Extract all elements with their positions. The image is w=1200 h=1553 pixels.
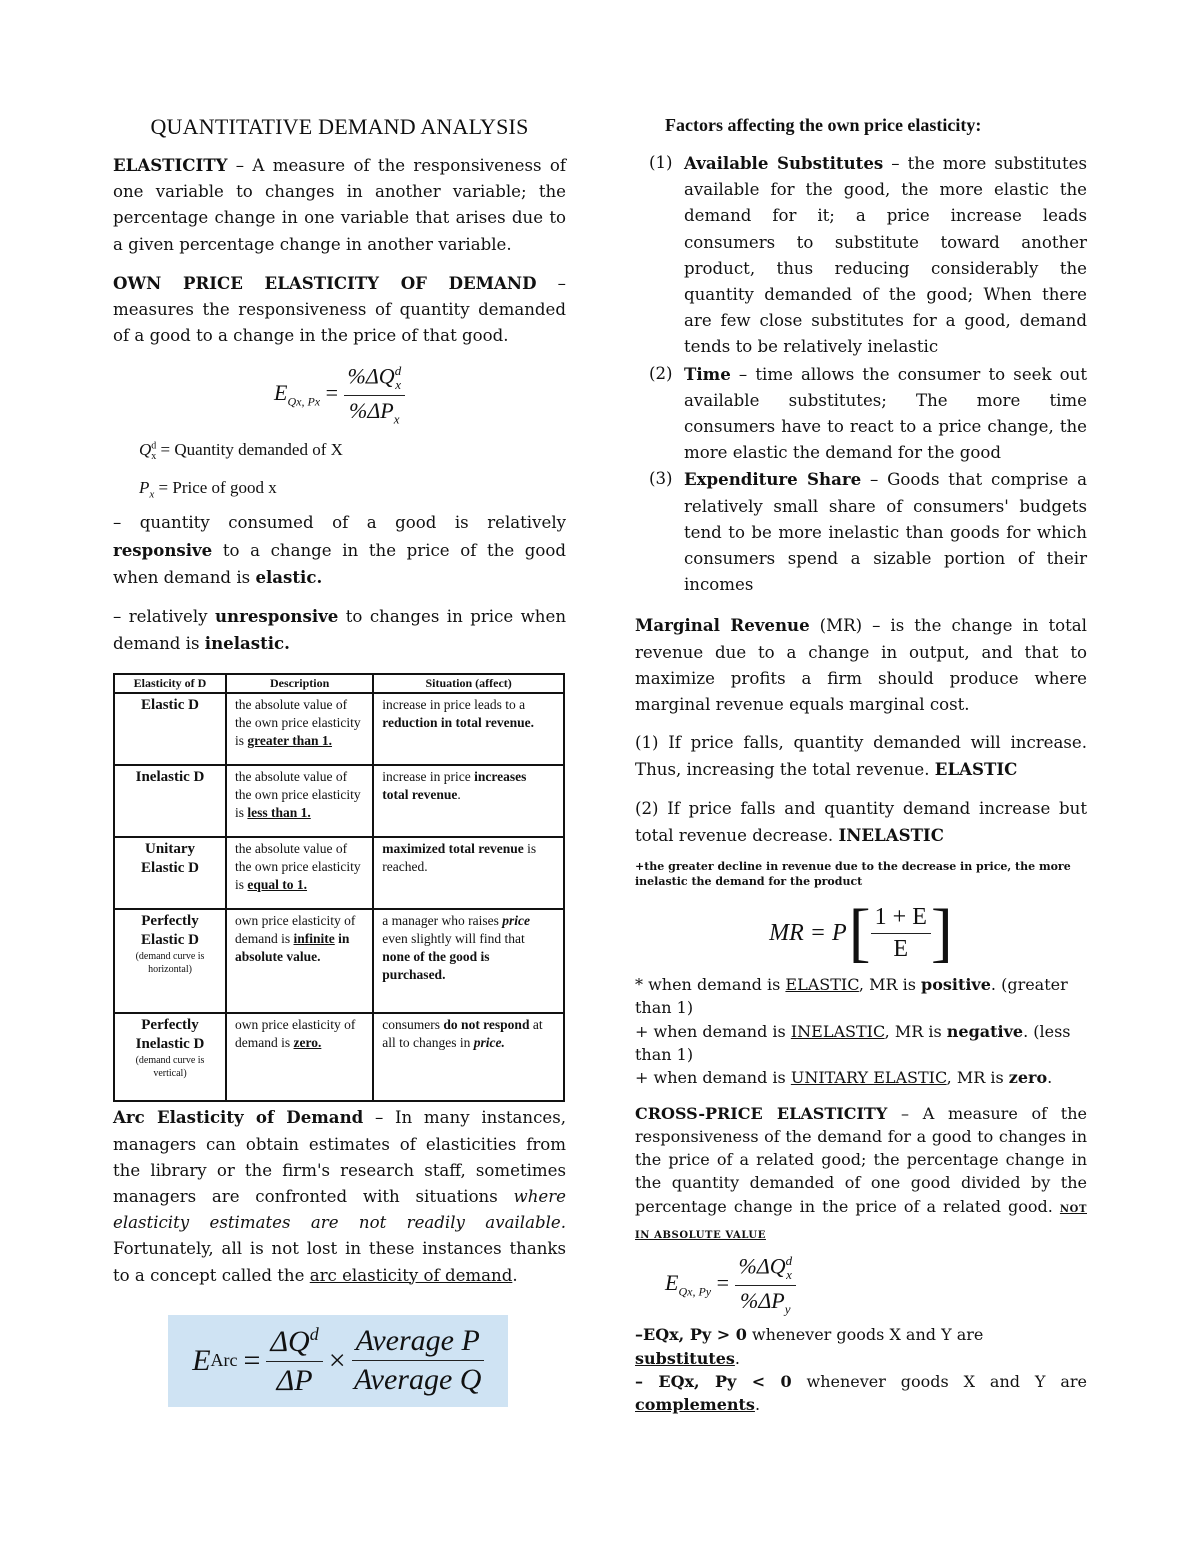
right-column [635, 112, 1087, 1417]
cross-price-formula: $E_{Qx, Py}$ = $\frac{\%\Delta Q^d_x}{\%\Delta P_y}$ [665, 1253, 1087, 1317]
mr-rule-unitary: + when demand is UNITARY ELASTIC, MR is zero. [635, 1068, 1053, 1088]
list-item: (3) Expenditure Share – Goods that comprise a relatively small share of consumers' budgets tend to be more inelastic than goods for which consumers spend a sizable portion of their incomes [649, 469, 1087, 595]
cross-price-definition: CROSS-PRICE ELASTICITY – A measure of the responsiveness of the demand for a good to changes in the price of a related good; the percentage change in the quantity demanded of one good divided by the percentage change in the price of a related good. NOT IN ABSOLUTE VALUE [635, 1103, 1087, 1242]
arc-elasticity-term: Arc Elasticity of Demand [113, 1107, 364, 1128]
variable-p-definition: $P_x$ = Price of good x [139, 477, 277, 501]
table-row [114, 837, 564, 909]
elasticity-definition: ELASTICITY – A measure of the responsiveness of one variable to changes in another variable; the percentage change in one variable that arises due to a given percentage change in another variable. [113, 155, 566, 254]
marginal-revenue-definition: Marginal Revenue (MR) – is the change in total revenue due to a change in output, and that to maximize profits a firm should produce where marginal revenue equals marginal cost. [635, 615, 1087, 715]
table-cell-description: the absolute value of the own price elasticity is greater than 1. [226, 693, 373, 765]
table-row [114, 909, 564, 1013]
table-cell-type: Inelastic D [114, 765, 226, 837]
table-cell-description: the absolute value of the own price elasticity is equal to 1. [226, 837, 373, 909]
mr-rule-elastic: * when demand is ELASTIC, MR is positive. (greater than 1) [635, 975, 1068, 1018]
list-item: (1) Available Substitutes – the more substitutes available for the good, the more elastic the demand for it; a price increase leads consumers to substitute toward another product, thus reducing considerably the quantity demanded of the good; When there are few close substitutes for a good, demand tends to be relatively inelastic [649, 153, 1087, 357]
cross-price-term: CROSS-PRICE ELASTICITY [635, 1103, 888, 1123]
factors-heading: Factors affecting the own price elasticity: [665, 115, 982, 135]
table-cell-situation: increase in price increases total revenue. [373, 765, 564, 837]
marginal-revenue-formula: MR = P [ $\frac{1 + E}{E}$ ] [769, 896, 953, 970]
table-header: Elasticity of D [114, 674, 226, 693]
table-header: Description [226, 674, 373, 693]
table-row [114, 693, 564, 765]
table-header-row [114, 674, 564, 693]
arc-elasticity-formula: E Arc = $\frac{\Delta Q^d}{\Delta P}$ × $\frac{\text{Average P}}{\text{Average Q}}$ [168, 1315, 508, 1407]
left-column [113, 112, 566, 1407]
table-cell-type: Perfectly Elastic D (demand curve is horizontal) [114, 909, 226, 1013]
table-row [114, 765, 564, 837]
table-cell-type: Elastic D [114, 693, 226, 765]
elastic-responsive-note: – quantity consumed of a good is relatively responsive to a change in the price of the good when demand is elastic. [113, 513, 566, 587]
variable-q-definition: $Q^d_x$ = Quantity demanded of X [139, 439, 343, 462]
table-cell-type: Perfectly Inelastic D (demand curve is vertical) [114, 1013, 226, 1101]
table-cell-description: the absolute value of the own price elasticity is less than 1. [226, 765, 373, 837]
table-cell-situation: consumers do not respond at all to changes in price. [373, 1013, 564, 1101]
mr-rule-inelastic: + when demand is INELASTIC, MR is negative. (less than 1) [635, 1021, 1071, 1064]
page-title: QUANTITATIVE DEMAND ANALYSIS [150, 114, 529, 139]
arc-elasticity-definition: Arc Elasticity of Demand – In many instances, managers can obtain estimates of elasticities from the library or the firm's research staff, sometimes managers are confronted with situations where elasticity estimates are not readily available. Fortunately, all is not lost in these instances thanks to a concept called the arc elasticity of demand. [113, 1107, 566, 1285]
table-row [114, 1013, 564, 1101]
own-price-term: OWN PRICE ELASTICITY OF DEMAND [113, 272, 537, 293]
cross-rule-complements: – EQx, Py < 0 whenever goods X and Y are complements. [635, 1372, 1087, 1415]
table-cell-situation: maximized total revenue is reached. [373, 837, 564, 909]
cross-rule-substitutes: –EQx, Py > 0 whenever goods X and Y are substitutes. [635, 1325, 984, 1368]
mr-case-elastic: (1) If price falls, quantity demanded will increase. Thus, increasing the total revenue. ELASTIC [635, 733, 1087, 780]
table-cell-type: Unitary Elastic D [114, 837, 226, 909]
elasticity-table [113, 673, 565, 1102]
own-price-formula: $E_{Qx, Px}$ = $\frac{\%\Delta Q^d_x}{\%\Delta P_x}$ [113, 363, 566, 427]
mr-case-inelastic: (2) If price falls and quantity demand increase but total revenue decrease. INELASTIC [635, 798, 1087, 845]
factors-list [635, 150, 1087, 598]
mr-note: +the greater decline in revenue due to the decrease in price, the more inelastic the demand for the product [635, 860, 1071, 889]
table-cell-situation: a manager who raises price even slightly will find that none of the good is purchased. [373, 909, 564, 1013]
list-item: (2) Time – time allows the consumer to seek out available substitutes; The more time consumers have to react to a price change, the more elastic the demand for the good [649, 363, 1087, 463]
own-price-definition: OWN PRICE ELASTICITY OF DEMAND – measures the responsiveness of quantity demanded of a good to a change in the price of that good. [113, 272, 566, 346]
table-header: Situation (affect) [373, 674, 564, 693]
inelastic-unresponsive-note: – relatively unresponsive to changes in price when demand is inelastic. [113, 605, 567, 654]
table-cell-description: own price elasticity of demand is zero. [226, 1013, 373, 1101]
table-cell-description: own price elasticity of demand is infinite in absolute value. [226, 909, 373, 1013]
marginal-revenue-term: Marginal Revenue [635, 615, 810, 636]
table-cell-situation: increase in price leads to a reduction in total revenue. [373, 693, 564, 765]
elasticity-term: ELASTICITY [113, 155, 228, 175]
